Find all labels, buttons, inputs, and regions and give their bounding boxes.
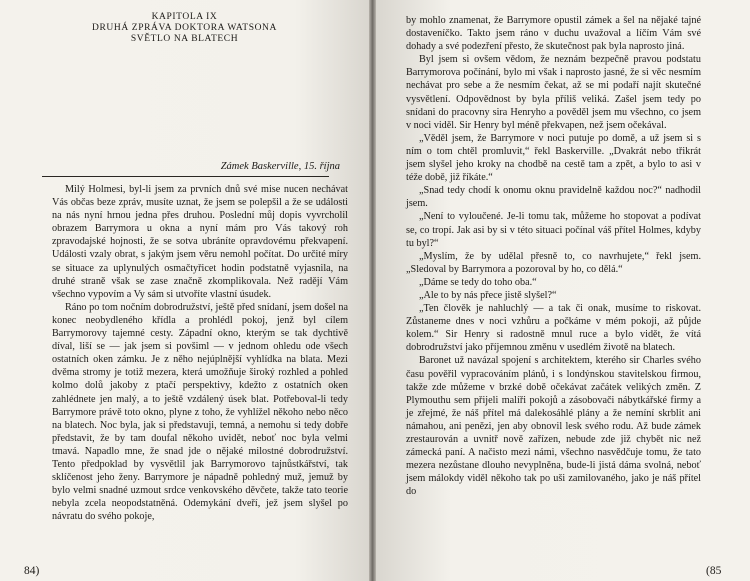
chapter-number: KAPITOLA IX [151,12,218,22]
paragraph: Milý Holmesi, byl-li jsem za prvních dnů své mise nucen nechávat Vás občas beze zpráv, musíte uznat, že jsem se polepšil a že se události na nás nyní hrnou jedna přes druhou. Poslední můj dopis vyvrcholil obrazem Barrymora u okna a nyní mám pro Vás takový roh zpravodajské hojnosti, že se sotva ubráníte opravdovému překvapení. Události vzaly obrat, s jakým jsem věru nemohl počítat. Do určité míry se situace za uplynulých osmačtyřicet hodin podstatně vyjasnila, na druhé straně však se zase značně zkomplikovala. Než radějí Vám všechno vypovím a Vy sám si utvoříte vlastní úsudek. [52,184,348,300]
paragraph: „Snad tedy chodí k onomu oknu pravidelně každou noc?“ nadhodil jsem. [406,185,701,210]
paragraph: „Ale to by nás přece jistě slyšel?“ [419,289,557,301]
dateline: Zámek Baskerville, 15. října [220,161,340,172]
paragraph: by mohlo znamenat, že Barrymore opustil zámek a šel na nějaké tajné dostaveníčko. Takto jsem ráno v duchu uvažoval a líčím Vám své dohady a své podezření přesto, že skutečnost pak byla naprosto jiná. [406,15,701,53]
paragraph: Baronet už navázal spojení s architektem, kterého sir Charles svého času pověřil vypracováním plánů, i s londýnskou stavitelskou firmou, takže zde můžeme v brzké době očekávat začátek velikých změn. Z Plymouthu sem přijeli malíři pokojů a zásobovači nábytkářské firmy a je zřejmé, že náš přítel má dalekosáhlé plány a že nemíní skrblit ani námahou, ani penězi, jen aby obnovil lesk svého rodu. Až bude zámek zrestaurován a uvnitř nově zařízen, nebude zde již chybět nic než zámecká paní. A načisto mezi námi, všechno nasvědčuje tomu, že tato mezera nezůstane dlouho nevyplněna, bude-li jistá dáma svolná, neboť jsem málokdy viděl někoho tak po uši zamilovaného, jako je náš přítel do [406,355,701,498]
book-gutter [369,0,376,581]
right-page-text [406,14,701,498]
page-number-right: (85 [706,565,722,577]
paragraph: „Není to vyloučené. Je-li tomu tak, můžeme ho stopovat a podívat se, co tropí. Jak asi by si v této situaci počínal váš přítel Holmes, kdyby tu byl?“ [406,211,701,249]
paragraph: „Věděl jsem, že Barrymore v noci putuje po domě, a už jsem si s ním o tom chtěl promluvit,“ řekl Baskerville. „Dvakrát nebo třikrát jsem slyšel jeho kroky na chodbě na cestě tam a zpět, a bylo to asi v téže době, již říkáte.“ [406,132,701,184]
divider-rule [42,176,329,177]
paragraph: „Myslím, že by udělal přesně to, co navrhujete,“ řekl jsem. „Sledoval by Barrymora a pozoroval by ho, co dělá.“ [406,250,701,275]
chapter-subtitle: SVĚTLO NA BLATECH [130,34,239,44]
page-number-left: 84) [24,565,40,577]
paragraph: Byl jsem si ovšem vědom, že neznám bezpečně pravou podstatu Barrymorova počínání, bylo mi však i naprosto jasné, že si věc nesmím nechávat pro sebe a že nesmím čekat, až se mi podaří najít skutečné vysvětlení. Odpovědnost by byla příliš veliká. Zašel jsem tedy po snídani do pracovny sira Henryho a pověděl jsem mu všechno, co jsem v noci viděl. Sir Henry byl méně překvapen, než jsem očekával. [406,54,701,131]
paragraph: „Ten člověk je nahluchlý — a tak či onak, musíme to riskovat. Zůstaneme dnes v noci vzhůru a počkáme v mém pokoji, až půjde kolem.“ Sir Henry si radostně mnul ruce a bylo vidět, že vítá dobrodružství jako příjemnou změnu v usedlém životě na blatech. [406,303,701,354]
right-page [376,0,750,581]
chapter-title: DRUHÁ ZPRÁVA DOKTORA WATSONA [92,23,277,33]
paragraph: „Dáme se tedy do toho oba.“ [419,276,537,288]
paragraph: Ráno po tom nočním dobrodružství, ještě před snídaní, jsem došel na konec neobydleného křídla a prohlédl pokoj, jenž byl cílem Barrymorovy tajemné cesty. Západní okno, kterým se tak dychtivě díval, liší se — jak jsem si povšiml — v jednom ohledu ode všech ostatních oken zámku. Je z něho nejúplnější vyhlídka na blata. Mezi dvěma stromy je totiž mezera, která umožňuje široký rozhled a pohled kolmo dolů jakoby z ptačí perspektivy, kdežto z ostatních oken zahlédnete jen malý, a to ještě vzdálený úsek blat. Potřeboval-li tedy Barrymore právě toto okno, plyne z toho, že vyhlížel někoho nebo něco na blatech. Noc byla, jak si představuji, temná, a nemohu si tedy dobře představit, že by tam doufal někoho uvidět, neboť noc byla velmi tmavá. Napadlo mne, že snad jde o nějaké milostné dobrodružství. Tento předpoklad by vysvětlil jak Barrymorovo tajnůstkářství, tak sklíčenost jeho ženy. Barrymore je nápadně pohledný muž, jemuž by bylo velmi snadné uzmout srdce venkovského děvčete, takže tato teorie nebyla zcela neopodstatněná. Odemykání dveří, jež jsem slyšel po návratu do svého pokoje, [52,301,348,523]
left-page-text [52,183,348,523]
left-page [0,0,369,581]
